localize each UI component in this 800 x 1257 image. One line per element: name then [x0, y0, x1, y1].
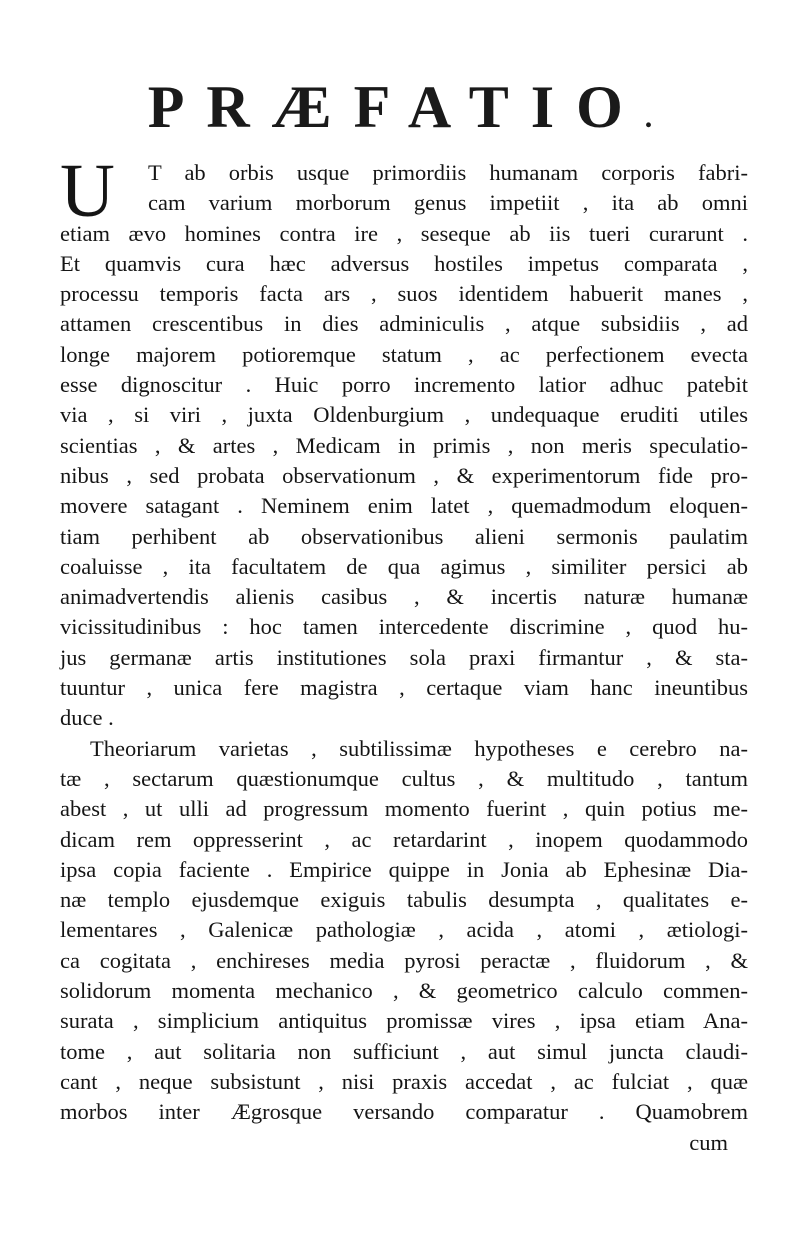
text-line: processu temporis facta ars , suos identidem habuerit manes ,	[60, 281, 748, 307]
catchword: cum	[689, 1129, 728, 1155]
title-mark: .	[644, 101, 653, 134]
text-line: vicissitudinibus : hoc tamen intercedente discrimine , quod hu-	[60, 614, 748, 640]
text-line: T ab orbis usque primordiis humanam corporis fabri-	[148, 160, 748, 185]
text-line: næ templo ejusdemque exiguis tabulis desumpta , qualitates e-	[60, 887, 748, 913]
drop-cap-initial: U	[60, 149, 115, 233]
text-line: via , si viri , juxta Oldenburgium , undequaque eruditi utiles	[60, 402, 748, 428]
text-line: nibus , sed probata observationum , & experimentorum fide pro-	[60, 462, 748, 488]
text-line: tome , aut solitaria non sufficiunt , aut simul juncta claudi-	[60, 1038, 748, 1064]
text-line: scientias , & artes , Medicam in primis , non meris speculatio-	[60, 432, 748, 458]
text-line: cant , neque subsistunt , nisi praxis accedat , ac fulciat , quæ	[60, 1068, 748, 1094]
text-line: abest , ut ulli ad progressum momento fuerint , quin potius me-	[60, 796, 748, 822]
text-line: surata , simplicium antiquitus promissæ vires , ipsa etiam Ana-	[60, 1008, 748, 1034]
text-line: morbos inter Ægrosque versando comparatur . Quamobrem	[60, 1099, 748, 1125]
text-line: tiam perhibent ab observationibus alieni sermonis paulatim	[60, 523, 748, 549]
title-text: PRÆFATIO	[147, 74, 645, 140]
text-line: duce .	[60, 705, 114, 731]
page-title	[0, 72, 800, 153]
text-line: jus germanæ artis institutiones sola praxi firmantur , & sta-	[60, 644, 748, 670]
text-line: Theoriarum varietas , subtilissimæ hypotheses e cerebro na-	[90, 735, 748, 761]
text-line: etiam ævo homines contra ire , seseque ab iis tueri curarunt .	[60, 220, 748, 246]
text-line: attamen crescentibus in dies adminiculis , atque subsidiis , ad	[60, 311, 748, 337]
text-line: tuuntur , unica fere magistra , certaque viam hanc ineuntibus	[60, 675, 748, 701]
text-line: Et quamvis cura hæc adversus hostiles impetus comparata ,	[60, 250, 748, 276]
text-line: tæ , sectarum quæstionumque cultus , & multitudo , tantum	[60, 765, 748, 791]
text-line: esse dignoscitur . Huic porro incremento latior adhuc patebit	[60, 372, 748, 398]
text-line: dicam rem oppresserint , ac retardarint , inopem quodammodo	[60, 826, 748, 852]
body-text	[60, 149, 748, 1158]
text-line: ca cogitata , enchireses media pyrosi peractæ , fluidorum , &	[60, 947, 748, 973]
text-line: animadvertendis alienis casibus , & incertis naturæ humanæ	[60, 584, 748, 610]
text-line: movere satagant . Neminem enim latet , quemadmodum eloquen-	[60, 493, 748, 519]
text-line: solidorum momenta mechanico , & geometrico calculo commen-	[60, 978, 748, 1004]
text-line: longe majorem potioremque statum , ac perfectionem evecta	[60, 341, 748, 367]
text-line: cam varium morborum genus impetiit , ita ab omni	[148, 190, 748, 216]
text-line: lementares , Galenicæ pathologiæ , acida , atomi , ætiologi-	[60, 917, 748, 943]
text-line: ipsa copia faciente . Empirice quippe in Jonia ab Ephesinæ Dia-	[60, 856, 748, 882]
text-line: coaluisse , ita facultatem de qua agimus , similiter persici ab	[60, 553, 748, 579]
